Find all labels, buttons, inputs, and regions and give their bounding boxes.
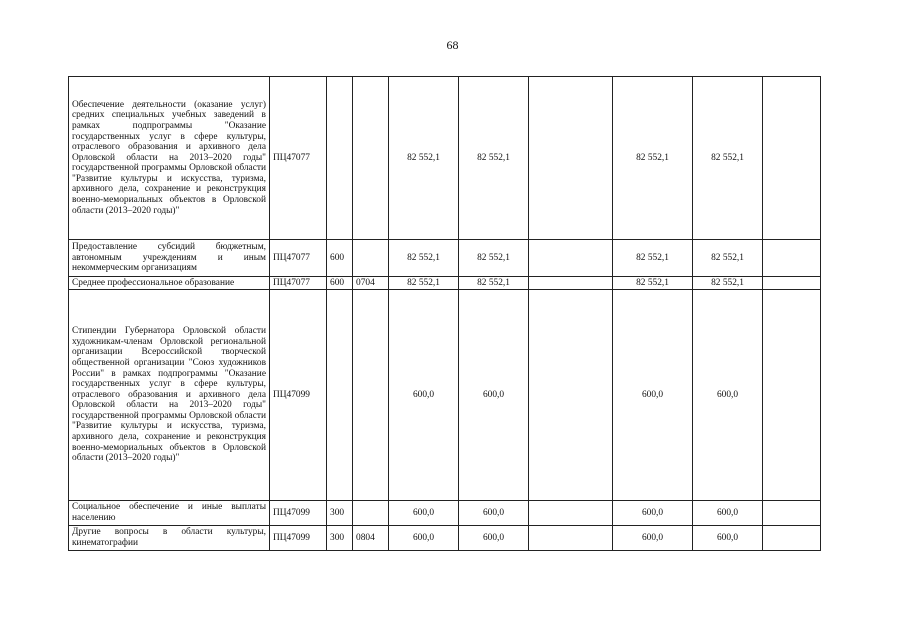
amount-3 [529,77,613,240]
section-code [353,501,389,526]
expense-type: 600 [327,277,353,290]
amount-5: 600,0 [693,501,763,526]
amount-1: 82 552,1 [389,277,459,290]
target-article-code: ПЦ47077 [270,240,327,277]
amount-6 [763,526,821,551]
row-description: Другие вопросы в области культуры, кинематографии [69,526,270,551]
target-article-code: ПЦ47099 [270,501,327,526]
expense-type: 300 [327,501,353,526]
table-row [69,526,821,551]
table-row [69,77,821,240]
amount-3 [529,240,613,277]
expense-type [327,77,353,240]
row-description: Предоставление субсидий бюджетным, автономным учреждениям и иным некоммерческим организациям [69,240,270,277]
amount-2: 82 552,1 [459,77,529,240]
amount-5: 600,0 [693,526,763,551]
expense-type: 600 [327,240,353,277]
target-article-code: ПЦ47099 [270,526,327,551]
amount-5: 600,0 [693,290,763,501]
amount-6 [763,240,821,277]
amount-6 [763,290,821,501]
expense-type [327,290,353,501]
amount-6 [763,501,821,526]
section-code [353,77,389,240]
amount-1: 600,0 [389,290,459,501]
amount-2: 600,0 [459,526,529,551]
row-description: Социальное обеспечение и иные выплаты населению [69,501,270,526]
target-article-code: ПЦ47077 [270,77,327,240]
amount-1: 600,0 [389,526,459,551]
row-description: Обеспечение деятельности (оказание услуг) средних специальных учебных заведений в рамках подпрограммы "Оказание государственных услуг в сфере культуры, отраслевого образования и архивного дела Орловской области на 2013–2020 годы" государственной программы Орловской области "Развитие культуры и искусства, туризма, архивного дела, сохранение и реконструкция военно-мемориальных объектов в Орловской области (2013–2020 годы)" [69,77,270,240]
amount-4: 600,0 [613,290,693,501]
amount-2: 82 552,1 [459,240,529,277]
target-article-code: ПЦ47077 [270,277,327,290]
amount-5: 82 552,1 [693,240,763,277]
page-number: 68 [446,38,459,52]
section-code: 0804 [353,526,389,551]
amount-6 [763,277,821,290]
amount-3 [529,277,613,290]
amount-5: 82 552,1 [693,77,763,240]
amount-3 [529,526,613,551]
amount-4: 82 552,1 [613,240,693,277]
expense-type: 300 [327,526,353,551]
amount-4: 600,0 [613,501,693,526]
table-row [69,290,821,501]
amount-1: 82 552,1 [389,240,459,277]
table-row [69,277,821,290]
section-code: 0704 [353,277,389,290]
amount-4: 82 552,1 [613,277,693,290]
row-description: Среднее профессиональное образование [69,277,270,290]
amount-4: 82 552,1 [613,77,693,240]
target-article-code: ПЦ47099 [270,290,327,501]
amount-2: 82 552,1 [459,277,529,290]
table-row [69,501,821,526]
amount-4: 600,0 [613,526,693,551]
table-row [69,240,821,277]
amount-2: 600,0 [459,501,529,526]
amount-1: 600,0 [389,501,459,526]
amount-6 [763,77,821,240]
amount-1: 82 552,1 [389,77,459,240]
amount-3 [529,290,613,501]
amount-2: 600,0 [459,290,529,501]
amount-5: 82 552,1 [693,277,763,290]
budget-table [68,76,821,551]
section-code [353,290,389,501]
row-description: Стипендии Губернатора Орловской области художникам-членам Орловской региональной организации Всероссийской творческой общественной организации "Союз художников России" в рамках подпрограммы "Оказание государственных услуг в сфере культуры, отраслевого образования и архивного дела Орловской области на 2013–2020 годы" государственной программы Орловской области "Развитие культуры и искусства, туризма, архивного дела, сохранение и реконструкция военно-мемориальных объектов в Орловской области (2013–2020 годы)" [69,290,270,501]
section-code [353,240,389,277]
amount-3 [529,501,613,526]
